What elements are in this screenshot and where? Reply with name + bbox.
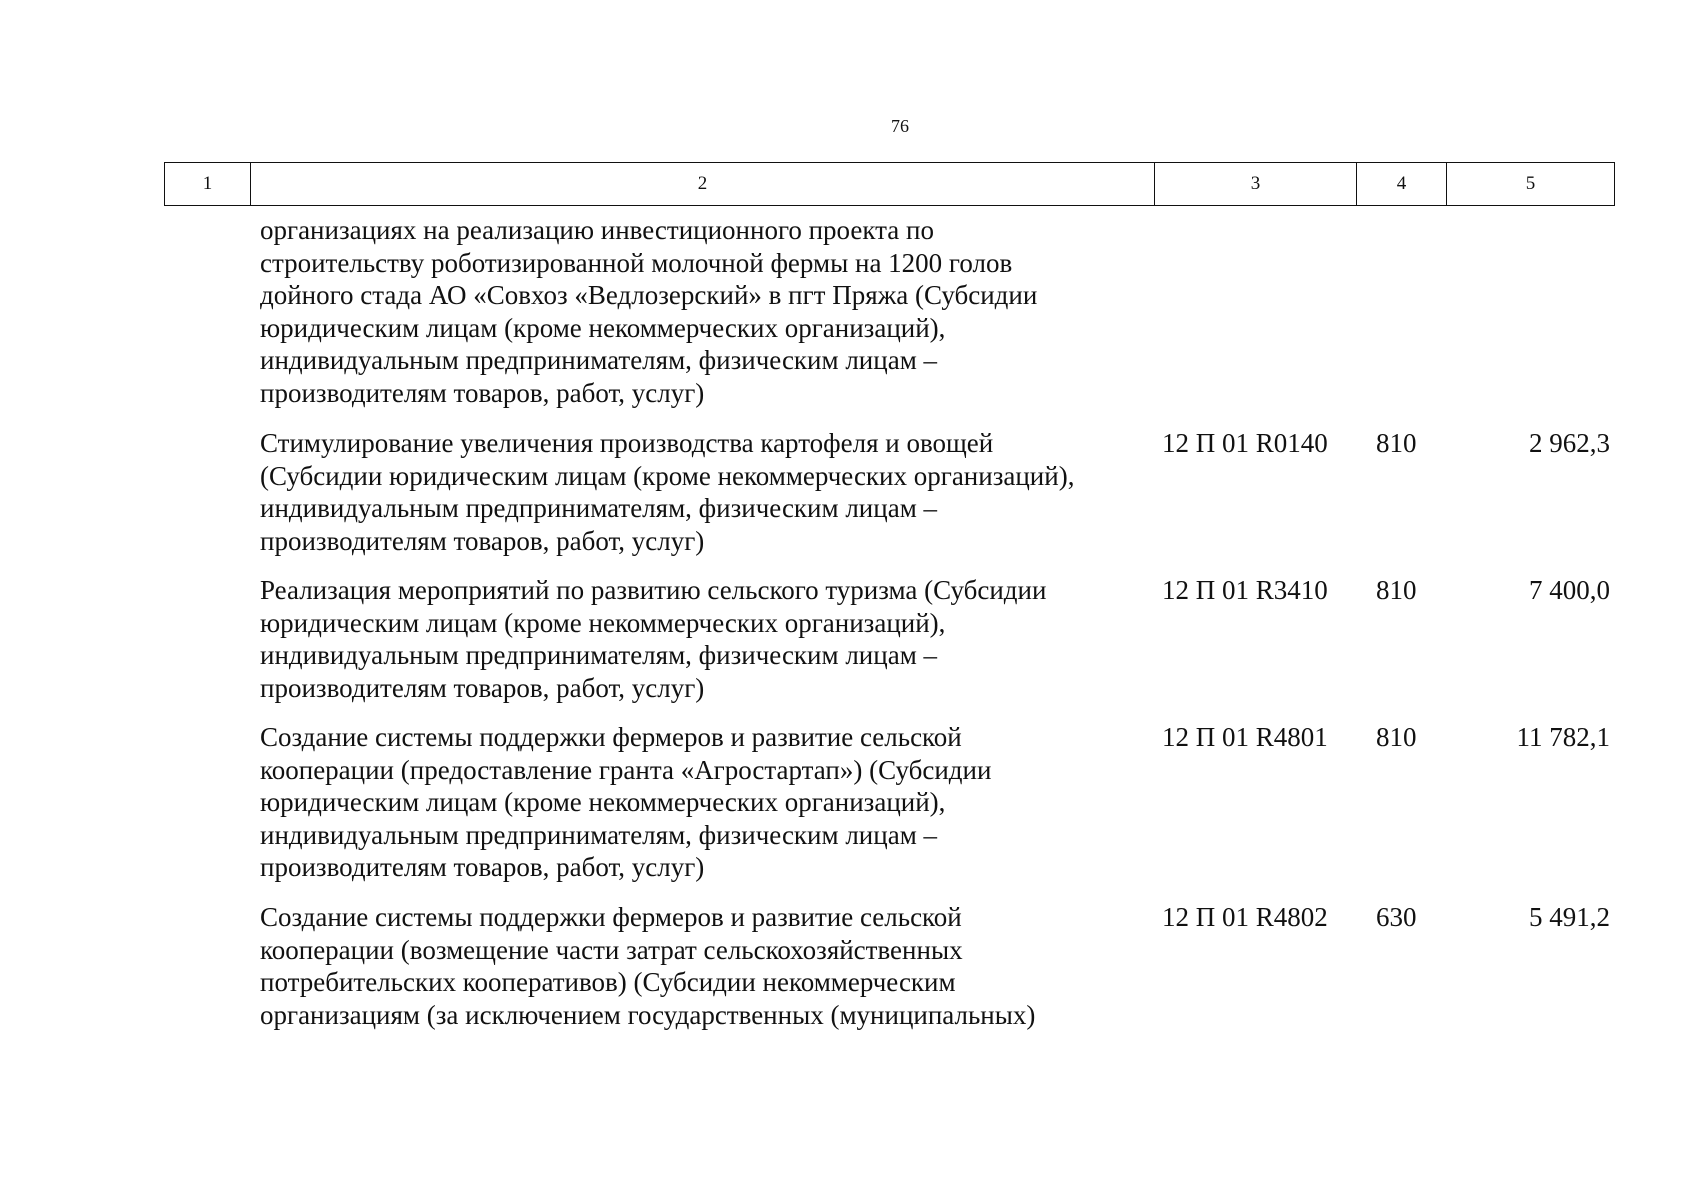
row-code: 12 П 01 R4801 (1162, 722, 1328, 752)
column-header-4: 4 (1357, 163, 1447, 206)
row-description: Создание системы поддержки фермеров и развитие сельской кооперации (возмещение части затрат сельскохозяйственных потребительских кооперативов) (Субсидии некоммерческим организациям (за исключением государственных (муниципальных) (260, 902, 1036, 1030)
row-code: 12 П 01 R4802 (1162, 902, 1328, 932)
column-header-table (164, 162, 1615, 206)
page-number: 76 (891, 116, 909, 136)
row-amount: 7 400,0 (1529, 575, 1610, 605)
column-header-2: 2 (251, 163, 1155, 206)
row-type: 630 (1376, 902, 1417, 932)
row-type: 810 (1376, 575, 1417, 605)
row-description: Создание системы поддержки фермеров и развитие сельской кооперации (предоставление гранта «Агростартап») (Субсидии юридическим лицам (кроме некоммерческих организаций), индивидуальным предпринимателям, физическим лицам – производителям товаров, работ, услуг) (260, 722, 992, 883)
row-code: 12 П 01 R3410 (1162, 575, 1328, 605)
row-amount: 11 782,1 (1516, 722, 1610, 752)
row-description: Реализация мероприятий по развитию сельского туризма (Субсидии юридическим лицам (кроме некоммерческих организаций), индивидуальным предпринимателям, физическим лицам – производителям товаров, работ, услуг) (260, 575, 1047, 703)
row-type: 810 (1376, 722, 1417, 752)
column-header-5: 5 (1447, 163, 1615, 206)
column-header-row (165, 163, 1615, 206)
column-header-3: 3 (1155, 163, 1357, 206)
row-description: организациях на реализацию инвестиционного проекта по строительству роботизированной молочной фермы на 1200 голов дойного стада АО «Совхоз «Ведлозерский» в пгт Пряжа (Субсидии юридическим лицам (кроме некоммерческих организаций), индивидуальным предпринимателям, физическим лицам – производителям товаров, работ, услуг) (260, 215, 1038, 408)
row-type: 810 (1376, 428, 1417, 458)
row-code: 12 П 01 R0140 (1162, 428, 1328, 458)
row-amount: 2 962,3 (1529, 428, 1610, 458)
column-header-1: 1 (165, 163, 251, 206)
row-description: Стимулирование увеличения производства картофеля и овощей (Субсидии юридическим лицам (кроме некоммерческих организаций), индивидуальным предпринимателям, физическим лицам – производителям товаров, работ, услуг) (260, 428, 1075, 556)
row-amount: 5 491,2 (1529, 902, 1610, 932)
